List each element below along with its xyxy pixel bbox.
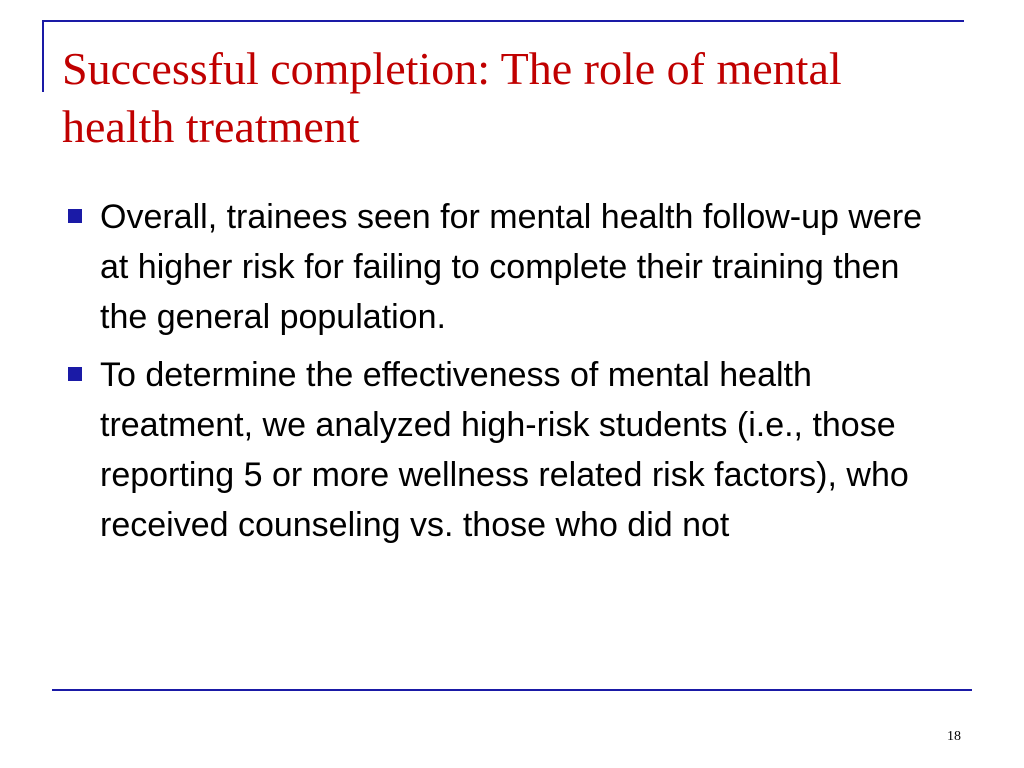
bottom-rule xyxy=(52,689,972,691)
top-rule xyxy=(42,20,964,22)
bullet-list xyxy=(62,192,942,558)
page-number: 18 xyxy=(947,729,961,744)
bullet-item xyxy=(62,350,942,550)
bullet-text: To determine the effectiveness of mental health treatment, we analyzed high-risk students (i.e., those reporting 5 or more wellness related risk factors), who received counseling vs. those who did not xyxy=(100,356,909,544)
square-bullet-icon xyxy=(68,367,82,381)
square-bullet-icon xyxy=(68,209,82,223)
bullet-text: Overall, trainees seen for mental health follow-up were at higher risk for failing to complete their training then the general population. xyxy=(100,198,923,336)
left-corner-rule xyxy=(42,20,44,92)
slide-title: Successful completion: The role of mental health treatment xyxy=(62,43,842,152)
bullet-item xyxy=(62,192,942,342)
